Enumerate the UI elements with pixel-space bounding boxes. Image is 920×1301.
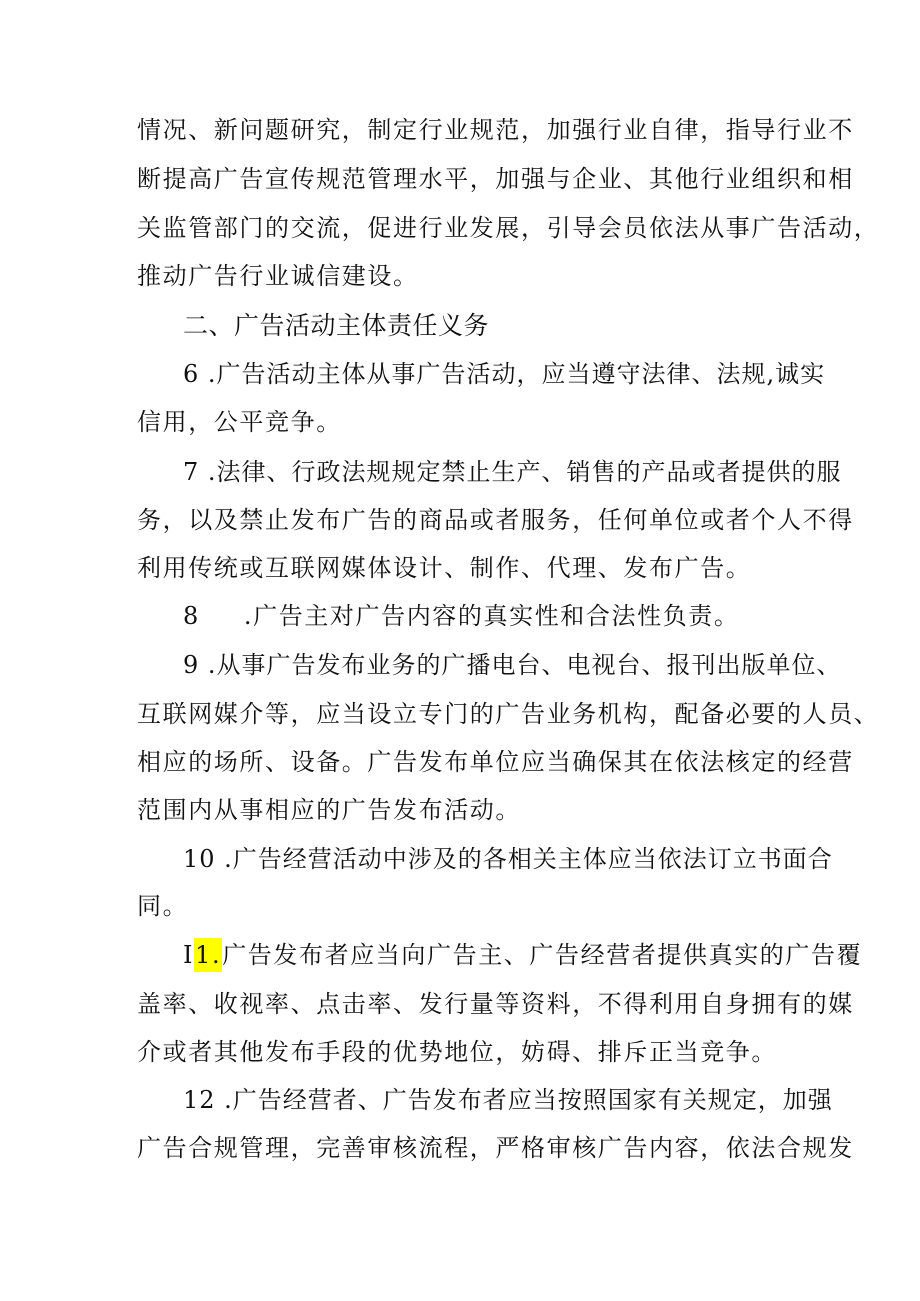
paragraph-line: 范围内从事相应的广告发布活动。: [137, 796, 521, 824]
paragraph-line: 10 .广告经营活动中涉及的各相关主体应当依法订立书面合: [183, 845, 833, 873]
paragraph-11: [183, 938, 863, 972]
paragraph-line: 相应的场所、设备。广告发布单位应当确保其在依法核定的经营: [137, 748, 854, 776]
paragraph-text: 广告发布者应当向广告主、广告经营者提供真实的广告覆: [222, 941, 863, 969]
paragraph-line: 6 .广告活动主体从事广告活动，应当遵守法律、法规,诚实: [183, 360, 826, 388]
paragraph-line: 推动广告行业诚信建设。: [137, 262, 419, 290]
paragraph-8: [183, 599, 843, 633]
paragraph-text: .广告主对广告内容的真实性和合法性负责。: [243, 602, 740, 630]
paragraph-line: 介或者其他发布手段的优势地位，妨碍、排斥正当竞争。: [137, 1038, 777, 1066]
paragraph-line: 7 .法律、行政法规规定禁止生产、销售的产品或者提供的服: [183, 458, 842, 486]
item-number-prefix: I: [183, 941, 195, 969]
item-number: 8: [183, 602, 200, 630]
highlighted-text: 1.: [194, 938, 222, 972]
paragraph-line: 关监管部门的交流，促进行业发展，引导会员依法从事广告活动，: [137, 214, 880, 242]
paragraph-line: 利用传统或互联网媒体设计、制作、代理、发布广告。: [137, 554, 752, 582]
paragraph-line: 互联网媒介等，应当设立专门的广告业务机构，配备必要的人员、: [137, 700, 880, 728]
paragraph-line: 盖率、收视率、点击率、发行量等资料，不得利用自身拥有的媒: [137, 990, 854, 1018]
section-heading: 二、广告活动主体责任义务: [183, 311, 490, 340]
paragraph-line: 情况、新问题研究，制定行业规范，加强行业自律，指导行业不: [137, 116, 854, 144]
paragraph-line: 广告合规管理，完善审核流程，严格审核广告内容，依法合规发: [137, 1134, 854, 1162]
paragraph-line: 务，以及禁止发布广告的商品或者服务，任何单位或者个人不得: [137, 506, 854, 534]
paragraph-line: 9 .从事广告发布业务的广播电台、电视台、报刊出版单位、: [183, 651, 842, 679]
paragraph-line: 断提高广告宣传规范管理水平，加强与企业、其他行业组织和相: [137, 165, 854, 193]
paragraph-line: 12 .广告经营者、广告发布者应当按照国家有关规定，加强: [183, 1086, 833, 1114]
paragraph-line: 同。: [137, 892, 189, 920]
paragraph-line: 信用，公平竞争。: [137, 408, 342, 436]
